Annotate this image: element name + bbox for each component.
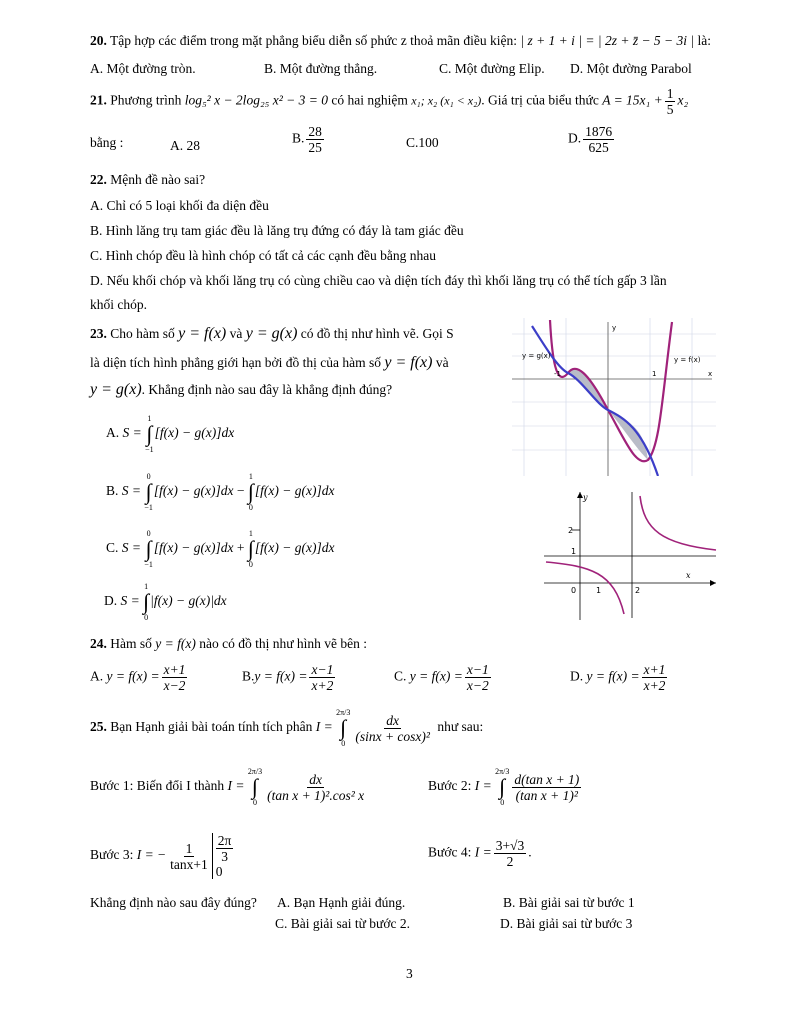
q20-option-c: C. Một đường Elip. — [439, 61, 545, 76]
q24-option-a: A. y = f(x) = $\frac{x+1}{x-2}$ — [90, 662, 186, 693]
q23-line2: là diện tích hình phẳng giới hạn bởi đồ thị của hàm số y = f(x) và — [90, 354, 449, 371]
q23-line1: 23. Cho hàm số y = f(x) và y = g(x) có đồ thị như hình vẽ. Gọi S — [90, 325, 454, 342]
q23-label-1: 1 — [652, 370, 657, 378]
q23-graph — [512, 318, 716, 476]
page-number: 3 — [406, 966, 413, 981]
q24-x-arrow — [710, 580, 716, 586]
q25-step4: Bước 4: I = $\frac{3+√3}{2}$ . — [428, 838, 532, 869]
q21-expression: A = 15x₁ + — [602, 92, 663, 108]
q20-line — [90, 33, 711, 49]
q24-graph — [540, 488, 720, 620]
q23-curve-f — [550, 320, 672, 461]
q24-number: 24. — [90, 636, 107, 651]
q21-option-d: D. $\frac{1876}{625}$ — [568, 124, 613, 155]
q20-condition: | z + 1 + i | = | 2z + z̄ − 5 − 3i | — [520, 33, 695, 48]
q25-option-b: B. Bài giải sai từ bước 1 — [503, 895, 635, 910]
q24-label-2: 2 — [568, 526, 574, 535]
q24-option-c: C. y = f(x) = $\frac{x-1}{x-2}$ — [394, 662, 489, 693]
q25-step2: Bước 2: I = 2π/3 ∫ 0 $\frac{\text{d(tan x + 1)}}{\text{(tan x + 1)²}}$ — [428, 767, 580, 807]
q20-tail: là: — [697, 33, 712, 48]
q21-text: Phương trình — [110, 92, 182, 108]
q22-line — [90, 172, 205, 188]
q21-roots: x₁; x₂ (x₁ < x₂) — [411, 93, 482, 108]
q22-option-d: D. Nếu khối chóp và khối lăng trụ có cùng chiều cao và diện tích đáy thì khối lăng trụ có thể tích gấp 3 lần — [90, 273, 667, 288]
q24-line: 24. Hàm số y = f(x) nào có đồ thị như hình vẽ bên : — [90, 636, 368, 651]
q23-label-f: y = f(x) — [674, 356, 701, 364]
q23-label-g: y = g(x) — [522, 352, 551, 360]
q20-option-a: A. Một đường tròn. — [90, 61, 196, 76]
q23-curve-g — [532, 326, 658, 476]
q25-question: Khẳng định nào sau đây đúng? — [90, 895, 257, 910]
q25-option-d: D. Bài giải sai từ bước 3 — [500, 916, 633, 931]
q20-option-b: B. Một đường thẳng. — [264, 61, 378, 76]
q25-number: 25. — [90, 719, 107, 735]
q23-line3: y = g(x). Khẳng định nào sau đây là khẳng định đúng? — [90, 381, 393, 398]
q22-option-a: A. Chỉ có 5 loại khối đa diện đều — [90, 198, 269, 213]
q25-step3-bounds: $\frac{2\pi}{3}$ 0 — [212, 833, 234, 879]
q24-label-0: 0 — [571, 586, 577, 595]
q25-line: 25. Bạn Hạnh giải bài toán tính tích phân I = 2π/3 ∫ 0 $\frac{dx}{\text{(sinx + cosx)²}}$ như sau: — [90, 708, 484, 748]
q24-label-x: x — [686, 571, 691, 580]
q21-number: 21. — [90, 92, 107, 108]
q21-option-c: C.100 — [406, 135, 439, 150]
q25-step1: Bước 1: Biến đổi I thành I = 2π/3 ∫ 0 $\frac{dx}{\text{(tan x + 1)².cos² x}}$ — [90, 767, 365, 807]
q24-option-d: D. y = f(x) = $\frac{x+1}{x+2}$ — [570, 662, 666, 693]
q22-text: Mệnh đề nào sai? — [110, 172, 206, 187]
q21-tail: . Giá trị của biểu thức — [481, 92, 599, 108]
q24-label-x1: 1 — [596, 586, 602, 595]
q24-label-x2: 2 — [635, 586, 641, 595]
q25-step3: Bước 3: I = − $\frac{1}{\tan x+1}$ $\frac{2\pi}{3}$ 0 — [90, 833, 232, 879]
q22-option-d-cont: khối chóp. — [90, 297, 147, 312]
q23-option-d: D. S = 1 ∫ 0 |f(x) − g(x)|dx — [104, 582, 227, 622]
q21-option-b: B. $\frac{28}{25}$ — [292, 124, 322, 155]
q21-equation: log₅² x − 2log₂₅ x² − 3 = 0 — [184, 92, 328, 108]
q22-option-b: B. Hình lăng trụ tam giác đều là lăng trụ đứng có đáy là tam giác đều — [90, 223, 464, 238]
q24-label-y: y — [583, 493, 588, 502]
q22-option-c: C. Hình chóp đều là hình chóp có tất cả các cạnh đều bằng nhau — [90, 248, 437, 263]
q21-bang: bằng : — [90, 135, 124, 150]
q21-expr-x2: x₂ — [677, 92, 689, 108]
q23-label-m1: -1 — [554, 370, 561, 378]
q25-option-a: A. Bạn Hạnh giải đúng. — [277, 895, 406, 910]
q22-number: 22. — [90, 172, 107, 187]
q21-line — [90, 86, 688, 117]
q20-text: Tập hợp các điểm trong mặt phẳng biểu diễn số phức z thoả mãn điều kiện: — [110, 33, 517, 48]
q23-label-y: y — [612, 324, 617, 332]
q24-label-1: 1 — [571, 547, 577, 556]
q23-label-x: x — [708, 370, 713, 378]
q23-number: 23. — [90, 326, 107, 341]
q23-option-c: C. S = 0 ∫ −1 [f(x) − g(x)]dx + 1 ∫ 0 [f(x) − g(x)]dx — [106, 529, 335, 569]
q23-option-a: A. S = 1 ∫ −1 [f(x) − g(x)]dx — [106, 414, 235, 454]
q20-number: 20. — [90, 33, 107, 48]
q24-option-b: B.y = f(x) = $\frac{x-1}{x+2}$ — [242, 662, 334, 693]
q25-option-c: C. Bài giải sai từ bước 2. — [275, 916, 411, 931]
q24-curve-left — [546, 562, 624, 614]
q24-curve-right — [640, 496, 716, 550]
q21-expr-fraction: $\frac{1}{5}$ — [666, 86, 674, 117]
q23-option-b: B. S = 0 ∫ −1 [f(x) − g(x)]dx − 1 ∫ 0 [f(x) − g(x)]dx — [106, 472, 335, 512]
q20-option-d: D. Một đường Parabol — [570, 61, 692, 76]
q21-option-a: A. 28 — [170, 138, 200, 153]
q21-mid: có hai nghiệm — [331, 92, 408, 108]
